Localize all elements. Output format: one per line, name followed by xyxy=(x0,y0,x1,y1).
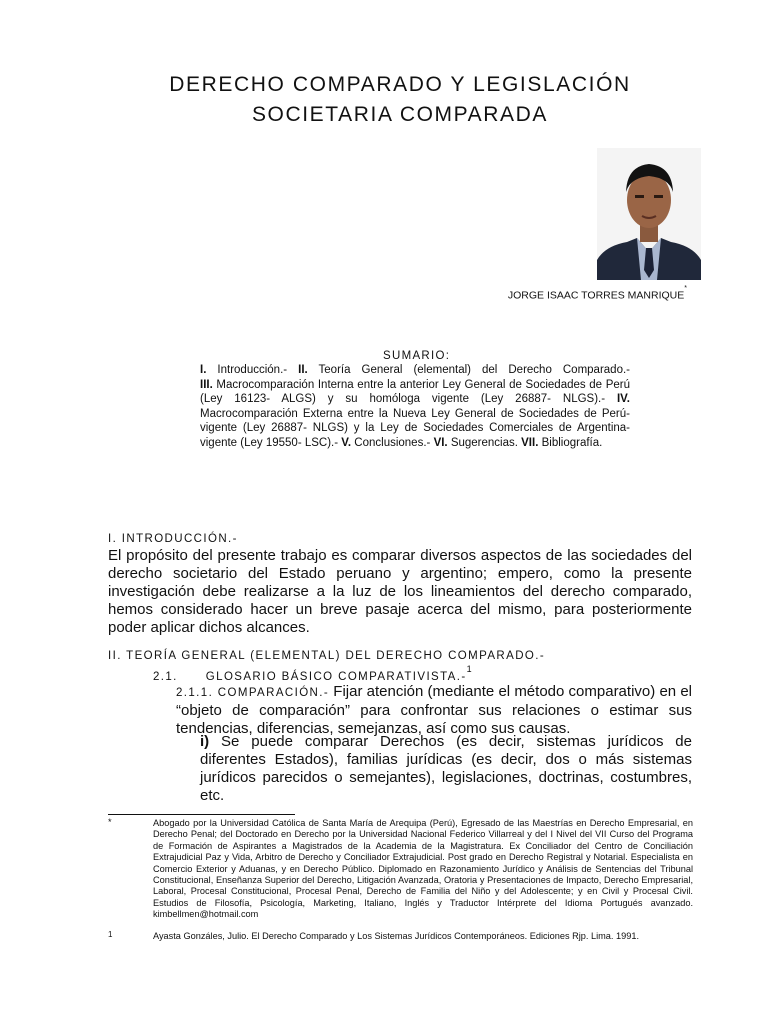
item-i-text: Se puede comparar Derechos (es decir, sistemas jurídicos de diferentes Estados), familias jurídicas (es decir, dos o más sistemas jurídicos parecidos o semejantes), legislaciones, doctrinas, costumbres, etc. xyxy=(200,733,692,804)
intro-paragraph: El propósito del presente trabajo es comparar diversos aspectos de las sociedades del derecho societario del Estado peruano y argentino; empero, como la presente investigación debe realizarse a la luz de los lineamientos del derecho comparado, hemos considerado hacer un breve pasaje acerca del mismo, para posteriormente poder aplicar dichos alcances. xyxy=(108,547,692,636)
sumario-text: Macrocomparación Externa entre la Nueva Ley General de Sociedades de Perú- vigente (Ley 26887- NLGS) y la Ley de Sociedades Comerciales de Argentina- vigente (Ley 19550- LSC).- xyxy=(200,407,630,449)
document-title xyxy=(0,70,768,130)
section-intro-heading: I. INTRODUCCIÓN.- xyxy=(108,533,238,545)
comparacion-heading: 2.1.1. COMPARACIÓN.- xyxy=(176,687,330,699)
subsection-number: 2.1. xyxy=(153,670,178,683)
sumario-line xyxy=(200,363,630,378)
author-footnote-mark: * xyxy=(684,285,687,292)
sumario-num: I. xyxy=(200,364,207,376)
footnote-separator xyxy=(108,814,295,815)
author-name-text: JORGE ISAAC TORRES MANRIQUE xyxy=(507,289,685,302)
comparacion-paragraph xyxy=(152,683,692,738)
sumario-heading: SUMARIO: xyxy=(383,350,451,362)
sumario-num: VII. xyxy=(521,436,539,449)
footnote-mark-1: 1 xyxy=(108,930,113,939)
sumario-num: VI. xyxy=(433,436,448,449)
item-i-paragraph xyxy=(200,733,692,805)
subsection-glosario xyxy=(153,664,473,683)
sumario-text: Macrocomparación Interna entre la anterior Ley General de Sociedades de Perú (Ley 16123- ALGS) y su homóloga vigente (Ley 26887- NLGS).- xyxy=(200,378,630,405)
sumario-line xyxy=(200,378,630,451)
author-photo xyxy=(597,148,701,280)
footnote-mark-author: * xyxy=(108,817,112,827)
sumario-text: Bibliografía. xyxy=(538,436,603,449)
sumario-num: II. xyxy=(298,364,308,376)
comparacion-block xyxy=(176,683,692,738)
sumario-num: III. xyxy=(200,378,213,391)
comparacion-text: Fijar atención (mediante el método comparativo) en el “objeto de comparación” para confrontar sus relaciones o estimar sus tendencias, diferencias, semejanzas, así como sus causas. xyxy=(176,683,692,737)
sumario-text: Sugerencias. xyxy=(447,436,522,449)
sumario-text: Conclusiones.- xyxy=(351,436,434,449)
subsection-title: GLOSARIO BÁSICO COMPARATIVISTA.- xyxy=(205,670,467,683)
sumario-num: IV. xyxy=(616,393,630,405)
footnote-1: Ayasta Gonzáles, Julio. El Derecho Comparado y Los Sistemas Jurídicos Contemporáneos. Ediciones Rjp. Lima. 1991. xyxy=(153,931,639,941)
subsection-footnote-mark: 1 xyxy=(466,664,473,674)
title-line-2: SOCIETARIA COMPARADA xyxy=(251,103,549,126)
author-name xyxy=(420,285,687,302)
section-teoria-heading: II. TEORÍA GENERAL (ELEMENTAL) DEL DERECHO COMPARADO.- xyxy=(108,650,546,662)
title-line-1: DERECHO COMPARADO Y LEGISLACIÓN xyxy=(169,73,631,96)
sumario-block xyxy=(200,363,630,450)
footnote-author: Abogado por la Universidad Católica de Santa María de Arequipa (Perú), Egresado de las Maestrías en Derecho Empresarial, en Derecho Penal; del Doctorado en Derecho por la Universidad Nacional Federico Villarreal y del I Nivel del VII Curso del Programa de Formación de Aspirantes a Magistrados de la Academia de la Magistratura. Ex Conciliador del Centro de Conciliación Extrajudicial Paz y Vida, Arbitro de Derecho y Conciliador Extrajudicial. Post grado en Derecho Registral y Notarial. Especialista en Comercio Exterior y Aduanas, y en Derecho Público. Diplomado en Razonamiento Jurídico y Análisis de Sentencias del Tribunal Constitucional, Enseñanza Superior del Derecho, Litigación Avanzada, Oratoria y Presentaciones de Impacto, Derecho Empresarial, Laboral, Procesal Constitucional, Procesal Penal, Derecho de Familia del Niño y del Adolescente; y en Civil y Procesal Civil. Estudios de Filosofía, Psicología, Marketing, Italiano, Inglés y Traductor Intérprete del Idioma Portugués avanzado. kimbellmen@hotmail.com xyxy=(153,818,693,920)
item-i-marker: i) xyxy=(200,733,210,750)
sumario-text: Introducción.- xyxy=(206,364,299,376)
sumario-num: V. xyxy=(341,436,352,449)
sumario-text: Teoría General (elemental) del Derecho Comparado.- xyxy=(307,364,630,376)
